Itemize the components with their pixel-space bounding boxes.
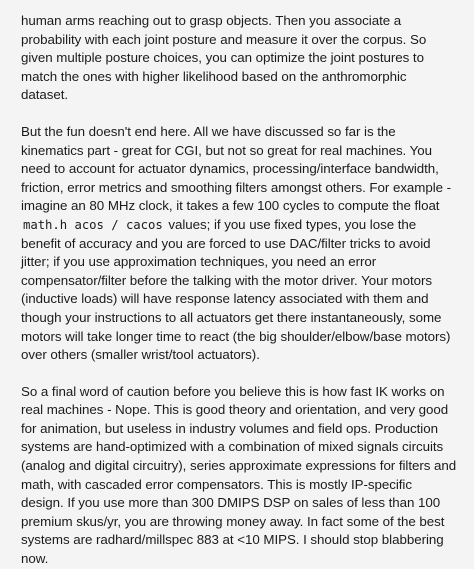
paragraph-text: values; if you use fixed types, you lose the benefit of accuracy and you are forced to use DAC/filter tricks to avoid jitter; if you use approximation techniques, you need an error compensator/filter before the talking with the motor driver. Your motors (inductive loads) will have response latency associated with them and though your instructions to all actuators get there instantaneously, some motors will take longer time to react (the big shoulder/elbow/base motors) over others (smaller wrist/tool actuators).	[21, 216, 451, 363]
paragraph-kinematics-dynamics	[21, 123, 457, 365]
paragraph-text: But the fun doesn't end here. All we have discussed so far is the kinematics part - great for CGI, but not so great for real machines. You need to account for actuator dynamics, processing/interface bandwidth, friction, error metrics and smoothing filters amongst others. For example - imagine an 80 MHz clock, it takes a few 100 cycles to compute the float	[21, 123, 452, 214]
paragraph-grasp-probability	[21, 12, 457, 105]
paragraph-final-caution	[21, 383, 457, 569]
paragraph-text: human arms reaching out to grasp objects. Then you associate a probability with each joint posture and measure it over the corpus. So given multiple posture choices, you can optimize the joint postures to match the ones with higher likelihood based on the anthromorphic dataset.	[21, 13, 427, 103]
paragraph-text: So a final word of caution before you believe this is how fast IK works on real machines - Nope. This is good theory and orientation, and very good for animation, but useless in industry volumes and field ops. Production systems are hand-optimized with a combination of mixed signals circuits (analog and digital circuitry), series approximate expressions for filters and math, with cascaded error compensators. This is mostly IP-specific design. If you use more than 300 DMIPS DSP on sales of less than 100 premium skus/yr, you are throwing money away. In fact some of the best systems are radhard/millspec 883 at <10 MIPS. I should stop blabbering now.	[21, 383, 457, 567]
inline-code: math.h acos / cacos	[23, 217, 163, 232]
article-body	[21, 12, 457, 569]
